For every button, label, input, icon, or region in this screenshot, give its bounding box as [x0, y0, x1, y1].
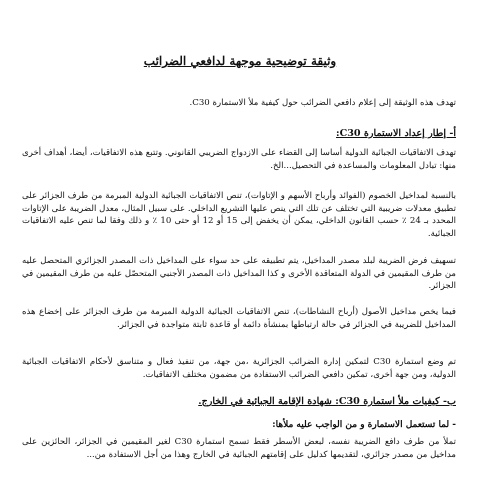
- section-b-heading: ب- كيفيات ملأ استمارة C30: شهادة الإقامة الجبائية في الخارج.: [198, 396, 456, 407]
- section-a-paragraph-4: فيما يخص مداخيل الأصول (أرباح النشاطات)، تنص الاتفاقيات الجبائية الدولية المبرمة من طرف الجزائر على إخضاع هذه المداخيل للضريبة في الجزائر في حالة ارتباطها بمنشأة دائمة أو قاعدة ثابتة متواجدة في الجزائر.: [22, 307, 456, 330]
- intro-paragraph: تهدف هذه الوثيقة إلى إعلام دافعي الضرائب حول كيفية ملأ الاستمارة C30.: [189, 98, 456, 108]
- section-a-paragraph-1: تهدف الاتفاقيات الجبائية الدولية أساسا إلى القضاء على الازدواج الضريبي القانوني. وتتبع هذه الاتفاقيات، أيضا، أهداف أخرى منها: تبادل المعلومات والمساعدة في التحصيل...الخ.: [22, 148, 456, 171]
- section-b-subheading: - لما تستعمل الاستمارة و من الواجب عليه ملأها:: [272, 420, 456, 430]
- section-a-paragraph-2: بالنسبة لمداخيل الخصوم (الفوائد وأرباح الأسهم و الإتاوات)، تنص الاتفاقيات الجبائية الدولية المبرمة من طرف الجزائر على تطبيق معدلات ضريبية التي تختلف عن تلك التي ينص عليها التشريع الداخلي. على سبيل المثال، معدل الضريبة على الإتاوات المحدد بـ 24 ٪ حسب القانون الداخلي، يمكن أن يخفض إلى 15 أو 12 أو حتى 10 ٪ و ذلك وفقا لما تنص عليه الاتفاقيات الجبائية.: [22, 191, 456, 239]
- section-a-heading: أ- إطار إعداد الاستمارة C30:: [336, 128, 456, 139]
- section-a-paragraph-3: تسهيف فرض الضريبة لبلد مصدر المداخيل، يتم تطبيقه على حد سواء على المداخيل ذات المصدر الجزائري المتحصل عليه من طرف المقيمين في الدولة المتعاقدة الأخرى و كذا المداخيل ذات المصدر الأجنبي المتحصّل عليه من طرف المقيمين في الجزائر.: [22, 256, 456, 292]
- section-b-paragraph: تملأ من طرف دافع الضريبة نفسه، لبعض الأسطر فقط تسمح استمارة C30 لغير المقيمين في الجزائر، الحائزين على مداخيل من مصدر جزائري، لتقديمها كدليل على إقامتهم الجبائية في الخارج وهذا من أجل الاستفادة من...: [22, 437, 456, 460]
- document-title: وثيقة توضيحية موجهة لدافعي الضرائب: [143, 54, 337, 68]
- section-a-paragraph-5: تم وضع استمارة C30 لتمكين إدارة الضرائب الجزائرية ،من جهة، من تنفيذ فعال و متناسق لأحكام الاتفاقيات الجبائية الدولية، ومن جهة أخرى، تمكين دافعي الضرائب الاستفادة من مضمون مختلف الاتفاقيات.: [22, 357, 456, 380]
